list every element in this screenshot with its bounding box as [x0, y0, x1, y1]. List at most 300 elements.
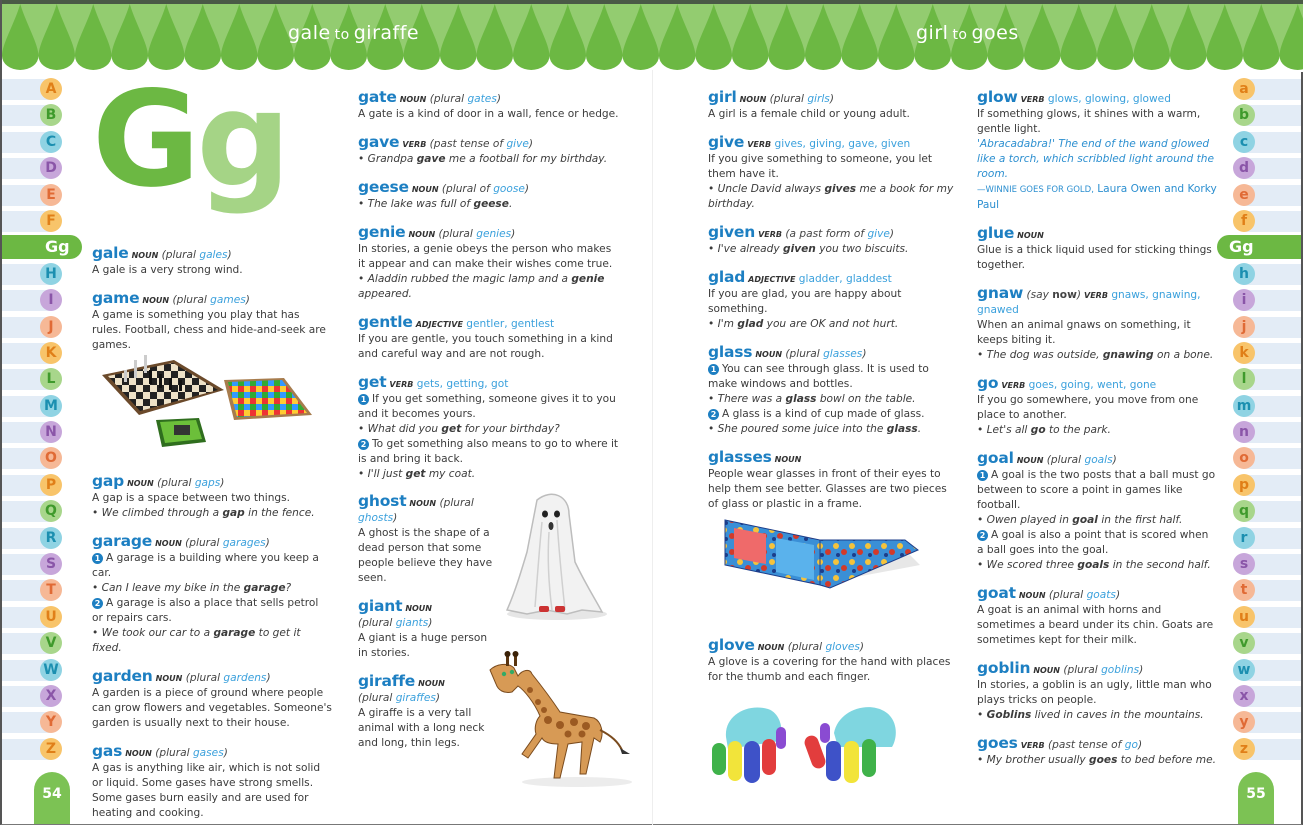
word-forms: goes, going, went, gone	[1028, 379, 1157, 391]
letter-circle[interactable]: H	[40, 263, 62, 285]
word-forms: gives, giving, gave, given	[774, 138, 911, 150]
definition: A gap is a space between two things.	[92, 492, 291, 504]
example: • Goblins lived in caves in the mountains.	[977, 709, 1204, 721]
alphabet-tab-b[interactable]	[2, 102, 70, 128]
part-of-speech: VERB	[1020, 741, 1045, 750]
letter-circle[interactable]: i	[1233, 289, 1255, 311]
column-4	[977, 88, 1217, 779]
letter-circle[interactable]: l	[1233, 368, 1255, 390]
plural-prefix: (plural	[429, 93, 468, 105]
example: • We climbed through a gap in the fence.	[92, 507, 315, 519]
letter-circle[interactable]: k	[1233, 342, 1255, 364]
example: • The dog was outside, gnawing on a bone.	[977, 349, 1214, 361]
alphabet-tab-s[interactable]	[2, 551, 70, 577]
letter-circle[interactable]: r	[1233, 527, 1255, 549]
entry-glad	[708, 268, 958, 332]
entry-game	[92, 289, 332, 353]
definition: A garden is a piece of ground where people can grow flowers and vegetables. Someone's garden is usually next to their house.	[92, 687, 332, 729]
current-letter-tab[interactable]: Gg	[2, 235, 82, 259]
alphabet-tab-gg[interactable]	[1215, 234, 1301, 260]
alphabet-tab-c[interactable]	[1215, 129, 1301, 155]
headword: go	[977, 374, 999, 392]
pronunciation-suffix: )	[1076, 289, 1082, 301]
part-of-speech: NOUN	[757, 643, 785, 652]
page-number-left: 54	[34, 772, 70, 824]
big-letter-lower: g	[196, 63, 287, 217]
plural-word: gaps	[194, 477, 221, 489]
letter-circle[interactable]: b	[1233, 104, 1255, 126]
plural-suffix: )	[220, 477, 225, 489]
plural-suffix: )	[266, 672, 271, 684]
part-of-speech: VERB	[747, 140, 772, 149]
part-of-speech: NOUN	[399, 95, 427, 104]
headword: goat	[977, 584, 1016, 602]
example: • I've already given you two biscuits.	[708, 243, 909, 255]
plural-suffix: )	[528, 138, 534, 150]
sense-number: 1	[358, 394, 369, 405]
alphabet-tabs-left	[2, 76, 70, 762]
letter-circle[interactable]: X	[40, 685, 62, 707]
letter-circle[interactable]: Z	[40, 738, 62, 760]
letter-circle[interactable]: V	[40, 632, 62, 654]
letter-circle[interactable]: c	[1233, 131, 1255, 153]
scallop-pattern	[2, 4, 1303, 72]
part-of-speech: VERB	[1084, 291, 1108, 300]
alphabet-tab-r[interactable]	[2, 525, 70, 551]
plural-suffix: )	[889, 228, 895, 240]
headword: giant	[358, 597, 403, 615]
alphabet-tab-p[interactable]	[2, 472, 70, 498]
entry-garden	[92, 667, 332, 731]
plural-suffix: )	[435, 692, 441, 704]
running-head-right-to: to	[952, 27, 968, 43]
alphabet-tab-b[interactable]	[1215, 102, 1301, 128]
letter-circle[interactable]: O	[40, 447, 62, 469]
quote-source	[977, 182, 1217, 213]
letter-circle[interactable]: v	[1233, 632, 1255, 654]
part-of-speech: NOUN	[155, 539, 182, 548]
headword: garage	[92, 532, 153, 550]
plural-prefix: (plural	[358, 617, 396, 629]
letter-circle[interactable]: M	[40, 395, 62, 417]
alphabet-tab-x[interactable]	[2, 683, 70, 709]
alphabet-tab-w[interactable]	[1215, 657, 1301, 683]
headword: garden	[92, 667, 153, 685]
alphabet-tab-v[interactable]	[1215, 630, 1301, 656]
plural-suffix: )	[1115, 589, 1121, 601]
letter-circle[interactable]: f	[1233, 210, 1255, 232]
letter-circle[interactable]: x	[1233, 685, 1255, 707]
entry-get	[358, 373, 620, 482]
cross-ref-word: goose	[493, 183, 525, 195]
plural-word: goals	[1084, 454, 1113, 466]
alphabet-tab-c[interactable]	[2, 129, 70, 155]
part-of-speech: NOUN	[131, 251, 159, 260]
plural-word: glasses	[823, 348, 863, 360]
plural-word: genies	[476, 228, 512, 240]
letter-circle[interactable]: R	[40, 527, 62, 549]
definition: In stories, a goblin is an ugly, little man who plays tricks on people.	[977, 679, 1212, 706]
alphabet-tab-e[interactable]	[2, 182, 70, 208]
plural-prefix: (plural	[785, 348, 824, 360]
alphabet-tab-o[interactable]	[2, 445, 70, 471]
quote-source-title: —WINNIE GOES FOR GOLD,	[977, 185, 1094, 195]
plural-suffix: )	[227, 249, 232, 261]
letter-circle[interactable]: z	[1233, 738, 1255, 760]
entry-girl	[708, 88, 958, 122]
alphabet-tab-v[interactable]	[2, 630, 70, 656]
entry-genie	[358, 223, 620, 302]
plural-word: gales	[199, 249, 228, 261]
part-of-speech: NOUN	[405, 604, 432, 613]
headword: gale	[92, 244, 129, 262]
plural-suffix: )	[1139, 664, 1144, 676]
letter-circle[interactable]: e	[1233, 184, 1255, 206]
alphabet-tab-l[interactable]	[2, 366, 70, 392]
letter-circle[interactable]: K	[40, 342, 62, 364]
column-2	[358, 88, 620, 493]
plural-word: games	[210, 294, 246, 306]
alphabet-tab-z[interactable]	[2, 736, 70, 762]
alphabet-tab-n[interactable]	[1215, 419, 1301, 445]
entry-geese	[358, 178, 620, 212]
part-of-speech: NOUN	[411, 185, 439, 194]
sense-1: 1 A goal is the two posts that a ball must go between to score a point in games like football.	[977, 469, 1216, 511]
definition: Glue is a thick liquid used for sticking things together.	[977, 244, 1212, 271]
letter-circle[interactable]: n	[1233, 421, 1255, 443]
letter-circle[interactable]: S	[40, 553, 62, 575]
plural-prefix: (a past form of	[785, 228, 868, 240]
entry-glove	[708, 636, 958, 685]
letter-circle[interactable]: A	[40, 78, 62, 100]
column-1	[92, 244, 332, 364]
plural-prefix: (plural	[1048, 589, 1087, 601]
headword: goes	[977, 734, 1018, 752]
pronunciation-prefix: (say	[1026, 289, 1053, 301]
cross-ref-word: give	[506, 138, 529, 150]
column-3	[708, 88, 958, 523]
alphabet-tab-u[interactable]	[1215, 604, 1301, 630]
example: • What did you get for your birthday?	[358, 423, 560, 435]
entry-given	[708, 223, 958, 257]
part-of-speech: NOUN	[774, 455, 802, 464]
alphabet-tab-d[interactable]	[2, 155, 70, 181]
example: • There was a glass bowl on the table.	[708, 393, 916, 405]
alphabet-tab-j[interactable]	[2, 314, 70, 340]
letter-circle[interactable]: w	[1233, 659, 1255, 681]
example: • I'm glad you are OK and not hurt.	[708, 318, 899, 330]
current-letter-tab[interactable]: Gg	[1217, 235, 1301, 259]
letter-circle[interactable]: o	[1233, 447, 1255, 469]
word-forms: gladder, gladdest	[798, 273, 892, 285]
alphabet-tab-d[interactable]	[1215, 155, 1301, 181]
definition: When an animal gnaws on something, it keeps biting it.	[977, 319, 1191, 346]
plural-suffix: )	[223, 747, 228, 759]
alphabet-tab-a[interactable]	[2, 76, 70, 102]
alphabet-tab-f[interactable]	[1215, 208, 1301, 234]
alphabet-tab-i[interactable]	[1215, 287, 1301, 313]
alphabet-tab-r[interactable]	[1215, 525, 1301, 551]
entry-ghost	[358, 492, 493, 586]
quote-source-authors: Laura Owen and Korky Paul	[977, 183, 1217, 211]
part-of-speech: NOUN	[739, 95, 767, 104]
ghost-illustration	[497, 492, 607, 622]
alphabet-tab-u[interactable]	[2, 604, 70, 630]
example: • Grandpa gave me a football for my birthday.	[358, 153, 608, 165]
plural-suffix: )	[524, 183, 530, 195]
plural-prefix: (plural	[185, 537, 223, 549]
entry-gap	[92, 472, 332, 521]
headword: glad	[708, 268, 746, 286]
letter-circle[interactable]: q	[1233, 500, 1255, 522]
plural-word: giraffes	[395, 692, 436, 704]
letter-circle[interactable]: D	[40, 157, 62, 179]
3d-glasses-illustration	[720, 510, 930, 610]
gloves-illustration	[708, 695, 918, 790]
alphabet-tab-w[interactable]	[2, 657, 70, 683]
definition: If you are gentle, you touch something in a kind and careful way and are not rough.	[358, 333, 613, 360]
alphabet-tab-n[interactable]	[2, 419, 70, 445]
plural-word: giants	[395, 617, 429, 629]
letter-circle[interactable]: J	[40, 316, 62, 338]
plural-word: goblins	[1101, 664, 1140, 676]
letter-circle[interactable]: F	[40, 210, 62, 232]
definition: A goat is an animal with horns and sometimes a beard under its chin. Goats are sometimes kept for their milk.	[977, 604, 1214, 646]
plural-suffix: )	[393, 512, 398, 524]
alphabet-tab-e[interactable]	[1215, 182, 1301, 208]
letter-circle[interactable]: y	[1233, 711, 1255, 733]
example: • We took our car to a garage to get it fixed.	[92, 627, 301, 654]
letter-circle[interactable]: Q	[40, 500, 62, 522]
definition: A giant is a huge person in stories.	[358, 632, 488, 659]
letter-circle[interactable]: Y	[40, 711, 62, 733]
running-head-left-from: gale	[288, 22, 331, 44]
sense-2: 2 A goal is also a point that is scored when a ball goes into the goal.	[977, 529, 1209, 556]
headword: glove	[708, 636, 755, 654]
alphabet-tab-p[interactable]	[1215, 472, 1301, 498]
sense-2: 2 A garage is also a place that sells petrol or repairs cars.	[92, 597, 319, 624]
part-of-speech: VERB	[402, 140, 427, 149]
entry-gentle	[358, 313, 620, 362]
alphabet-tab-m[interactable]	[2, 393, 70, 419]
plural-prefix: (plural	[439, 497, 474, 509]
headword: girl	[708, 88, 737, 106]
headword: glow	[977, 88, 1018, 106]
plural-suffix: )	[829, 93, 834, 105]
example: • The lake was full of geese.	[358, 198, 513, 210]
plural-suffix: )	[1112, 454, 1117, 466]
alphabet-tabs-right	[1215, 76, 1301, 762]
part-of-speech: ADJECTIVE	[748, 275, 796, 284]
running-head-left	[288, 22, 419, 44]
headword: glass	[708, 343, 753, 361]
pronunciation: now	[1052, 289, 1077, 301]
plural-prefix: (plural	[1063, 664, 1102, 676]
part-of-speech: NOUN	[127, 479, 154, 488]
alphabet-tab-f[interactable]	[2, 208, 70, 234]
headword: genie	[358, 223, 406, 241]
letter-circle[interactable]: B	[40, 104, 62, 126]
letter-circle[interactable]: s	[1233, 553, 1255, 575]
definition: A ghost is the shape of a dead person that some people believe they have seen.	[358, 527, 493, 584]
part-of-speech: NOUN	[125, 749, 152, 758]
entry-gave	[358, 133, 620, 167]
headword: give	[708, 133, 745, 151]
plural-word: gases	[192, 747, 224, 759]
alphabet-tab-k[interactable]	[2, 340, 70, 366]
definition: A glove is a covering for the hand with places for the thumb and each finger.	[708, 656, 951, 683]
definition: In stories, a genie obeys the person who makes it appear and can make their wishes come true.	[358, 243, 613, 270]
word-forms: gentler, gentlest	[466, 318, 555, 330]
letter-circle[interactable]: a	[1233, 78, 1255, 100]
alphabet-tab-o[interactable]	[1215, 445, 1301, 471]
letter-circle[interactable]: h	[1233, 263, 1255, 285]
page-number-right: 55	[1238, 772, 1274, 824]
letter-circle[interactable]: U	[40, 606, 62, 628]
part-of-speech: VERB	[1001, 381, 1026, 390]
board-games-illustration	[94, 350, 334, 455]
alphabet-tab-k[interactable]	[1215, 340, 1301, 366]
cross-ref-word: give	[867, 228, 890, 240]
letter-circle[interactable]: C	[40, 131, 62, 153]
alphabet-tab-l[interactable]	[1215, 366, 1301, 392]
headword: gentle	[358, 313, 413, 331]
alphabet-tab-z[interactable]	[1215, 736, 1301, 762]
sense-number: 2	[977, 530, 988, 541]
letter-circle[interactable]: W	[40, 659, 62, 681]
entry-goblin	[977, 659, 1217, 723]
alphabet-tab-m[interactable]	[1215, 393, 1301, 419]
part-of-speech: VERB	[758, 230, 782, 239]
plural-suffix: )	[245, 294, 250, 306]
entry-goal	[977, 449, 1217, 573]
column-3-lower	[708, 636, 958, 696]
definition: If you give something to someone, you let them have it.	[708, 153, 933, 180]
part-of-speech: NOUN	[418, 679, 445, 688]
alphabet-tab-a[interactable]	[1215, 76, 1301, 102]
alphabet-tab-t[interactable]	[1215, 577, 1301, 603]
letter-circle[interactable]: P	[40, 474, 62, 496]
plural-suffix: )	[859, 641, 865, 653]
letter-circle[interactable]: I	[40, 289, 62, 311]
plural-prefix: (past tense of	[429, 138, 507, 150]
letter-circle[interactable]: E	[40, 184, 62, 206]
headword: ghost	[358, 492, 407, 510]
plural-word: goats	[1086, 589, 1116, 601]
letter-circle[interactable]: T	[40, 579, 62, 601]
alphabet-tab-s[interactable]	[1215, 551, 1301, 577]
headword: gate	[358, 88, 397, 106]
part-of-speech: NOUN	[155, 674, 183, 683]
plural-word: girls	[807, 93, 830, 105]
plural-suffix: )	[428, 617, 433, 629]
sense-1: 1 If you get something, someone gives it to you and it becomes yours.	[358, 393, 616, 420]
alphabet-tab-y[interactable]	[2, 709, 70, 735]
sense-2: 2 A glass is a kind of cup made of glass.	[708, 407, 958, 422]
alphabet-tab-q[interactable]	[1215, 498, 1301, 524]
headword: game	[92, 289, 140, 307]
example: • My brother usually goes to bed before me.	[977, 754, 1217, 766]
alphabet-tab-h[interactable]	[1215, 261, 1301, 287]
column-2-lower	[358, 492, 493, 762]
sense-number: 1	[977, 470, 988, 481]
running-head-left-to: to	[334, 27, 350, 43]
alphabet-tab-gg[interactable]	[2, 234, 70, 260]
big-letter-upper: G	[92, 63, 197, 217]
headword: get	[358, 373, 387, 391]
alphabet-tab-h[interactable]	[2, 261, 70, 287]
entry-goes	[977, 734, 1217, 768]
sense-number: 1	[708, 364, 719, 375]
definition: A gas is anything like air, which is not solid or liquid. Some gases have strong smells. Some gases burn easily and are used for heating and cooking.	[92, 762, 321, 819]
entry-giant	[358, 597, 493, 661]
plural-prefix: (plural	[769, 93, 808, 105]
plural-suffix: )	[496, 93, 501, 105]
letter-circle[interactable]: p	[1233, 474, 1255, 496]
headword: gap	[92, 472, 125, 490]
running-head-left-until: giraffe	[353, 22, 420, 44]
entry-gnaw	[977, 284, 1217, 363]
alphabet-tab-x[interactable]	[1215, 683, 1301, 709]
headword: geese	[358, 178, 409, 196]
sense-1: 1 A garage is a building where you keep a car.	[92, 552, 319, 579]
plural-suffix: )	[862, 348, 867, 360]
part-of-speech: NOUN	[142, 296, 170, 305]
letter-circle[interactable]: d	[1233, 157, 1255, 179]
sense-number: 2	[358, 439, 369, 450]
definition: People wear glasses in front of their eyes to help them see better. Glasses are two pieces of glass or plastic in a frame.	[708, 468, 947, 510]
plural-prefix: (plural	[161, 249, 200, 261]
definition: A gale is a very strong wind.	[92, 264, 243, 276]
plural-prefix: (plural of	[441, 183, 494, 195]
plural-prefix: (past tense of	[1047, 739, 1125, 751]
part-of-speech: NOUN	[408, 230, 436, 239]
part-of-speech: VERB	[389, 380, 414, 389]
letter-circle[interactable]: t	[1233, 579, 1255, 601]
example: • Owen played in goal in the first half.	[977, 514, 1183, 526]
plural-prefix: (plural	[155, 747, 193, 759]
headword: goblin	[977, 659, 1031, 677]
entry-garage	[92, 532, 332, 656]
alphabet-tab-t[interactable]	[2, 577, 70, 603]
alphabet-tab-y[interactable]	[1215, 709, 1301, 735]
word-forms: gnaws, gnawing, gnawed	[977, 289, 1201, 316]
entry-glue	[977, 224, 1217, 273]
sense-number: 2	[708, 409, 719, 420]
definition: A girl is a female child or young adult.	[708, 108, 910, 120]
letter-circle[interactable]: j	[1233, 316, 1255, 338]
alphabet-tab-i[interactable]	[2, 287, 70, 313]
alphabet-tab-j[interactable]	[1215, 314, 1301, 340]
plural-suffix: )	[511, 228, 516, 240]
letter-circle[interactable]: N	[40, 421, 62, 443]
letter-circle[interactable]: L	[40, 368, 62, 390]
part-of-speech: ADJECTIVE	[415, 320, 463, 329]
example: • Can I leave my bike in the garage?	[92, 582, 292, 594]
example: • Uncle David always gives me a book for my birthday.	[708, 183, 954, 210]
header-banner	[2, 0, 1303, 72]
running-head-right	[916, 22, 1019, 44]
plural-prefix: (plural	[185, 672, 224, 684]
column-1-lower	[92, 472, 332, 825]
letter-circle[interactable]: u	[1233, 606, 1255, 628]
alphabet-tab-q[interactable]	[2, 498, 70, 524]
part-of-speech: NOUN	[1017, 231, 1044, 240]
letter-circle[interactable]: m	[1233, 395, 1255, 417]
plural-prefix: (plural	[172, 294, 211, 306]
entry-glasses	[708, 448, 958, 512]
sense-2: 2 To get something also means to go to where it is and bring it back.	[358, 438, 619, 465]
